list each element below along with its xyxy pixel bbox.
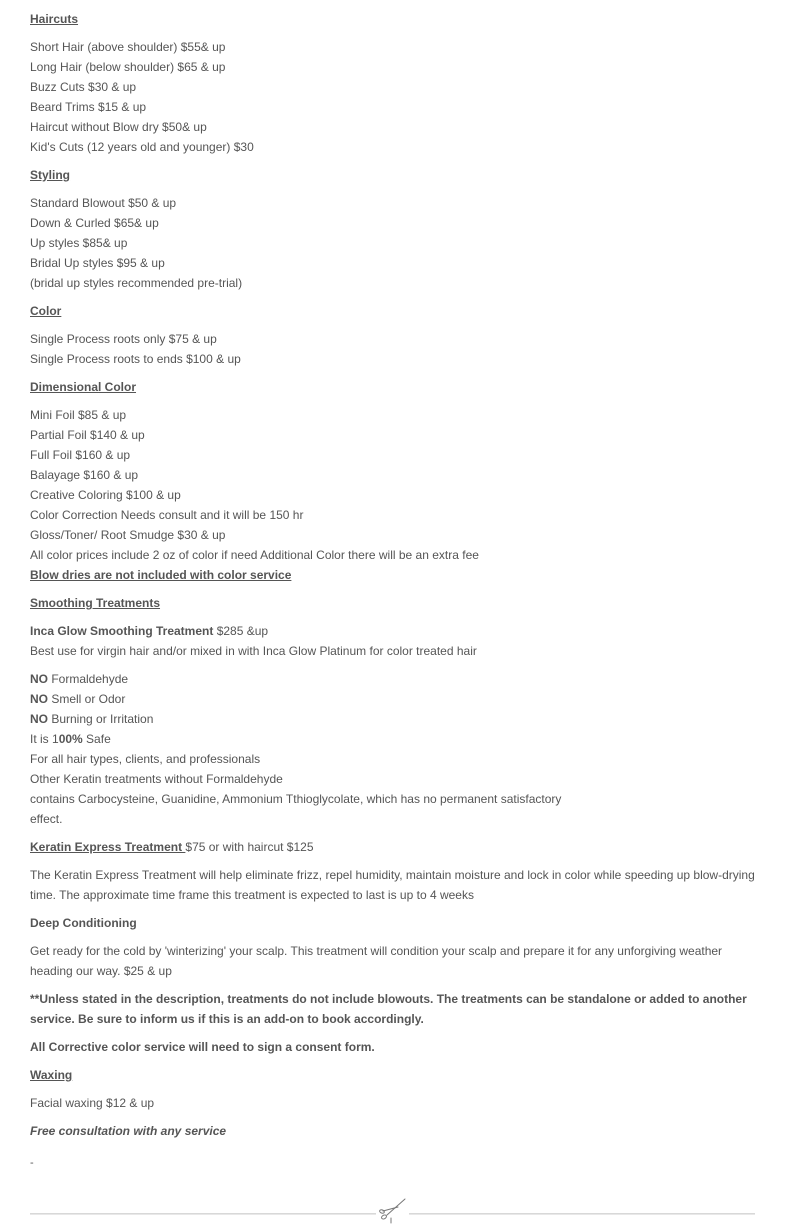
divider-right: [409, 1213, 755, 1215]
color-heading: Color: [30, 304, 62, 318]
list-item: Balayage $160 & up: [30, 468, 139, 482]
other-keratin: Other Keratin treatments without Formaldehyde: [30, 772, 283, 786]
list-item: Buzz Cuts $30 & up: [30, 80, 137, 94]
keratin-express-price: $75 or with haircut $125: [185, 840, 314, 854]
free-consultation: Free consultation with any service: [30, 1124, 227, 1138]
contains-line-1: contains Carbocysteine, Guanidine, Ammonium Tthioglycolate, which has no permanent satisfactory: [30, 792, 562, 806]
list-item: Gloss/Toner/ Root Smudge $30 & up: [30, 528, 226, 542]
keratin-express-name: Keratin Express Treatment: [30, 840, 186, 854]
dash-mark: -: [30, 1157, 34, 1169]
deep-conditioning-description: Get ready for the cold by 'winterizing' your scalp. This treatment will condition your scalp and prepare it for any unforgiving weather heading our way. $25 & up: [30, 944, 723, 978]
list-item: Kid's Cuts (12 years old and younger) $30: [30, 140, 254, 154]
list-item: Color Correction Needs consult and it will be 150 hr: [30, 508, 304, 522]
list-item: Single Process roots to ends $100 & up: [30, 352, 241, 366]
no-burning: NO Burning or Irritation: [30, 712, 154, 726]
list-item: Creative Coloring $100 & up: [30, 488, 181, 502]
list-item: Beard Trims $15 & up: [30, 100, 147, 114]
haircuts-heading: Haircuts: [30, 12, 79, 26]
blowout-notice: **Unless stated in the description, treatments do not include blowouts. The treatments can be standalone or added to another service. Be sure to inform us if this is an add-on to book accordingly.: [30, 992, 747, 1026]
no-smell: NO Smell or Odor: [30, 692, 126, 706]
consent-notice: All Corrective color service will need to sign a consent form.: [30, 1040, 375, 1054]
keratin-express-description: The Keratin Express Treatment will help eliminate frizz, repel humidity, maintain moisture and lock in color while speeding up blow-drying time. The approximate time frame this treatment is expected to last is up to 4 weeks: [30, 868, 755, 902]
list-item: Mini Foil $85 & up: [30, 408, 127, 422]
deep-conditioning-heading: Deep Conditioning: [30, 916, 137, 930]
list-item: Single Process roots only $75 & up: [30, 332, 217, 346]
blow-dry-note: Blow dries are not included with color service: [30, 568, 292, 582]
keratin-express-line: [30, 837, 755, 857]
list-item: Partial Foil $140 & up: [30, 428, 145, 442]
list-item: Short Hair (above shoulder) $55& up: [30, 40, 226, 54]
divider-left: [30, 1213, 376, 1215]
list-item: Facial waxing $12 & up: [30, 1096, 155, 1110]
inca-glow-price: $285 &up: [213, 624, 269, 638]
scissors-icon: [378, 1196, 408, 1224]
no-formaldehyde: NO Formaldehyde: [30, 672, 129, 686]
list-item: Down & Curled $65& up: [30, 216, 159, 230]
contains-line-2: effect.: [30, 812, 63, 826]
all-hair-types: For all hair types, clients, and professionals: [30, 752, 261, 766]
inca-glow-description: Best use for virgin hair and/or mixed in with Inca Glow Platinum for color treated hair: [30, 644, 477, 658]
list-item: All color prices include 2 oz of color if need Additional Color there will be an extra fee: [30, 548, 479, 562]
dimensional-color-heading: Dimensional Color: [30, 380, 137, 394]
list-item: Bridal Up styles $95 & up: [30, 256, 165, 270]
list-item: Full Foil $160 & up: [30, 448, 131, 462]
list-item: Long Hair (below shoulder) $65 & up: [30, 60, 226, 74]
styling-heading: Styling: [30, 168, 71, 182]
list-item: Haircut without Blow dry $50& up: [30, 120, 207, 134]
list-item: Up styles $85& up: [30, 236, 128, 250]
safe-line: It is 100% Safe: [30, 732, 111, 746]
waxing-heading: Waxing: [30, 1068, 73, 1082]
list-item: (bridal up styles recommended pre-trial): [30, 276, 243, 290]
inca-glow-line: [30, 621, 755, 641]
inca-glow-name: Inca Glow Smoothing Treatment: [30, 624, 214, 638]
list-item: Standard Blowout $50 & up: [30, 196, 177, 210]
smoothing-heading: Smoothing Treatments: [30, 596, 161, 610]
